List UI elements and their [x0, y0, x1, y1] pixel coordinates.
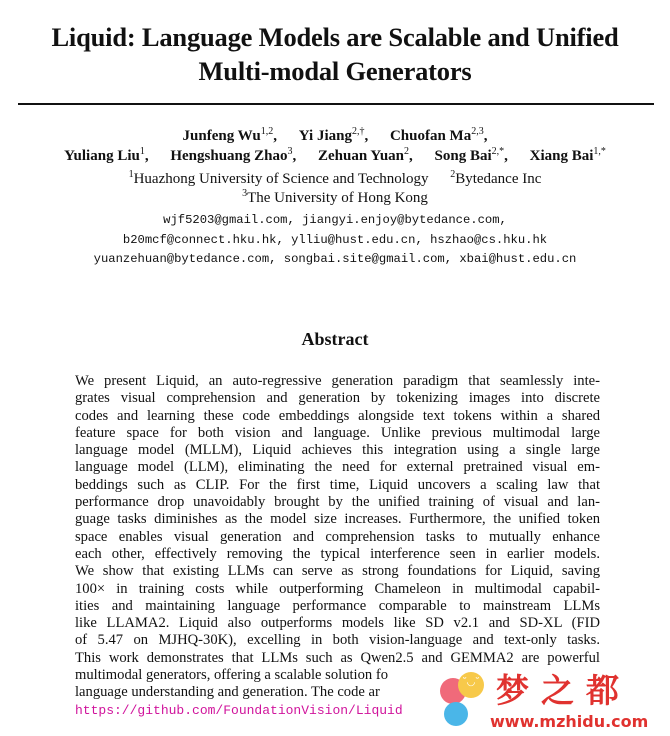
affiliations-line-1	[0, 170, 670, 189]
author: Junfeng Wu$^{1,2}$,	[182, 126, 277, 144]
affiliation: $^1$Huazhong University of Science and Technology	[128, 169, 429, 187]
author: Yi Jiang$^{2,\dagger}$,	[298, 126, 369, 144]
abstract-line: space enables visual generation and comprehension tasks to mutually enhance	[75, 528, 600, 545]
title-line-1: Liquid: Language Models are Scalable and Unified	[51, 22, 619, 52]
abstract-line: language understanding and generation. The code ar	[75, 684, 380, 701]
author: Zehuan Yuan$^2$,	[317, 146, 413, 164]
github-link[interactable]: https://github.com/FoundationVision/Liquid	[75, 702, 403, 718]
abstract-line: We show that existing LLMs can serve as strong foundations for Liquid, saving	[75, 563, 600, 580]
abstract-line: ities and maintaining language performance comparable to mainstream LLMs	[75, 597, 600, 614]
affiliations-line-2	[0, 189, 670, 208]
watermark-logo-bubble-yellow: ˘◡˘	[458, 672, 484, 698]
author: Yuliang Liu$^1$,	[64, 146, 149, 164]
author-list-line-1	[0, 126, 670, 146]
paper-title	[20, 20, 650, 88]
abstract-line: 100× in training costs while outperforming Chameleon in multimodal capabil-	[75, 580, 600, 597]
email-line: yuanzehuan@bytedance.com, songbai.site@gmail.com, xbai@hust.edu.cn	[93, 252, 577, 266]
abstract-line: beddings such as CLIP. For the first time, Liquid uncovers a scaling law that	[75, 476, 600, 493]
title-rule	[18, 103, 654, 105]
author: Hengshuang Zhao$^3$,	[170, 146, 297, 164]
abstract-line: codes and learning these code embeddings alongside text tokens within a shared	[75, 407, 600, 424]
abstract-line: feature space for both vision and language. Unlike previous multimodal large	[75, 424, 600, 441]
abstract-line: We present Liquid, an auto-regressive generation paradigm that seamlessly inte-	[75, 373, 600, 389]
author: Xiang Bai$^{1,*}$	[529, 146, 606, 164]
affiliation: $^3$The University of Hong Kong	[242, 188, 428, 206]
abstract-line: multimodal generators, offering a scalable solution fo	[75, 667, 389, 684]
author-list-line-2	[0, 146, 670, 166]
email-line: wjf5203@gmail.com, jiangyi.enjoy@bytedance.com,	[163, 213, 507, 227]
watermark-url: www.mzhidu.com	[490, 712, 649, 731]
abstract-line: language model (MLLM), Liquid achieves this integration using a single large	[75, 442, 600, 459]
watermark-title: 梦之都	[496, 671, 631, 710]
watermark-logo-bubble-blue	[444, 702, 468, 726]
site-watermark	[432, 668, 670, 736]
abstract-line: like LLAMA2. Liquid also outperforms models like SD v2.1 and SD-XL (FID	[75, 615, 600, 632]
abstract-heading: Abstract	[301, 329, 369, 349]
abstract-line: performance drop unavoidably brought by the unified training of visual and lan-	[75, 494, 600, 511]
abstract-line: each other, effectively removing the typical interference seen in earlier models.	[75, 545, 600, 562]
title-line-2: Multi-modal Generators	[198, 56, 472, 86]
author: Song Bai$^{2,*}$,	[434, 146, 508, 164]
abstract-line: This work demonstrates that LLMs such as Qwen2.5 and GEMMA2 are powerful	[75, 649, 600, 666]
abstract-line: grates visual comprehension and generation by tokenizing images into discrete	[75, 390, 600, 407]
abstract-line: of 5.47 on MJHQ-30K), excelling in both vision-language and text-only tasks.	[75, 632, 600, 649]
abstract-line: guage tasks diminishes as the model size increases. Furthermore, the unified token	[75, 511, 600, 528]
email-line: b20mcf@connect.hku.hk, ylliu@hust.edu.cn, hszhao@cs.hku.hk	[122, 232, 548, 247]
author: Chuofan Ma$^{2,3}$,	[389, 126, 488, 144]
abstract-line: language model (LLM), eliminating the need for external pretrained visual em-	[75, 459, 600, 476]
affiliation: $^2$Bytedance Inc	[450, 169, 542, 187]
